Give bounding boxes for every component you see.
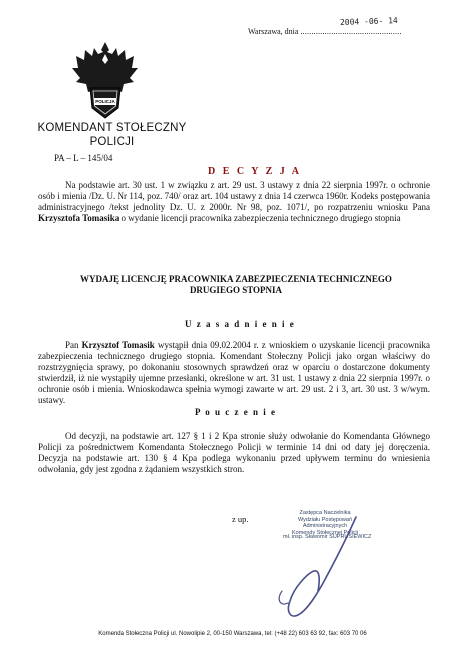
- basis-text-2: o wydanie licencji pracownika zabezpieczenia technicznego drugiego stopnia: [119, 213, 401, 223]
- place-date-line: [248, 27, 402, 36]
- organization-name: [37, 121, 187, 149]
- stamp-line-2: Wydziału Postępowań Administracyjnych: [297, 516, 353, 529]
- stamp-signatory-name: mł. insp. Sławomir SUPRUSIEWICZ: [283, 534, 372, 540]
- decision-line-2: DRUGIEGO STOPNIA: [189, 285, 283, 295]
- police-eagle-badge-icon: [70, 40, 140, 120]
- stamp-line-1: Zastępca Naczelnika: [299, 510, 351, 516]
- justification-heading: U z a s a d n i e n i e: [185, 319, 296, 329]
- justification-paragraph: [38, 340, 430, 406]
- justification-text-1: Pan: [65, 340, 82, 350]
- basis-text-1: Na podstawie art. 30 ust. 1 w związku z art. 29 ust. 3 ustawy z dnia 22 sierpnia 1997r. o ochronie osób i mienia /Dz. U. Nr 114, poz. 740/ oraz art. 104 ustawy z dnia 14 czerwca 1960r. Kodeks postępowania administracyjnego /tekst jednolity Dz. U. z 2000r. Nr 98, poz. 1071/, po rozpatrzeniu wniosku Pana: [38, 180, 430, 212]
- justification-name: Krzysztof Tomasik: [81, 340, 155, 350]
- applicant-name: Krzysztofa Tomasika: [38, 213, 120, 223]
- basis-paragraph: [38, 180, 430, 224]
- organization-line-2: POLICJI: [89, 136, 135, 148]
- justification-text-2: wystąpił dnia 09.02.2004 r. z wnioskiem o uzyskanie licencji pracownika zabezpieczenia technicznego drugiego stopnia. Komendant Stołeczny Policji jako organ właściwy do rozstrzygnięcia sprawy, po dokonaniu stosownych sprawdzeń oraz w oparciu o dostarczone dokumenty stwierdził, iż nie wystąpiły ujemne przesłanki, określone w art. 31 ust. 1 ustawy z dnia 22 sierpnia 1997r. o ochronie osób i mienia. Wnioskodawca spełnia wymogi zawarte w art. 29 ust. 2 i 3, art. 30 ust. 3 w/wym. ustawy.: [38, 340, 430, 405]
- decision-statement: [40, 274, 432, 296]
- instruction-heading: P o u c z e n i e: [195, 407, 277, 417]
- organization-line-1: KOMENDANT STOŁECZNY: [37, 122, 187, 134]
- page-footer: Komenda Stołeczna Policji ul. Nowolipie 2, 00-150 Warszawa, tel: (+48 22) 603 63 92, fax: 603 70 06: [98, 631, 367, 637]
- place-date-dots: ..............................................: [300, 27, 402, 36]
- decision-line-1: WYDAJĘ LICENCJĘ PRACOWNIKA ZABEZPIECZENIA TECHNICZNEGO: [80, 274, 392, 284]
- on-behalf-label: z up.: [232, 514, 249, 524]
- reference-number: PA – L – 145/04: [54, 153, 113, 163]
- badge-text: POLICJA: [95, 99, 115, 104]
- instruction-paragraph: Od decyzji, na podstawie art. 127 § 1 i 2 Kpa stronie służy odwołanie do Komendanta Głównego Policji za pośrednictwem Komendanta Stołecznego Policji w terminie 14 dni od daty jej doręczenia. Decyzja na podstawie art. 130 § 4 Kpa podlega wykonaniu przed upływem terminu do wniesienia odwołania, gdy jest zgodna z żądaniem wszystkich stron.: [38, 431, 430, 474]
- date-stamp: 2004 -06- 14: [339, 15, 398, 28]
- document-title: D E C Y Z J A: [208, 166, 302, 177]
- handwritten-signature: [268, 515, 378, 620]
- stamp-line-3: Komendy Stołecznej Policji: [291, 529, 359, 536]
- place-date-label: Warszawa, dnia: [248, 27, 299, 36]
